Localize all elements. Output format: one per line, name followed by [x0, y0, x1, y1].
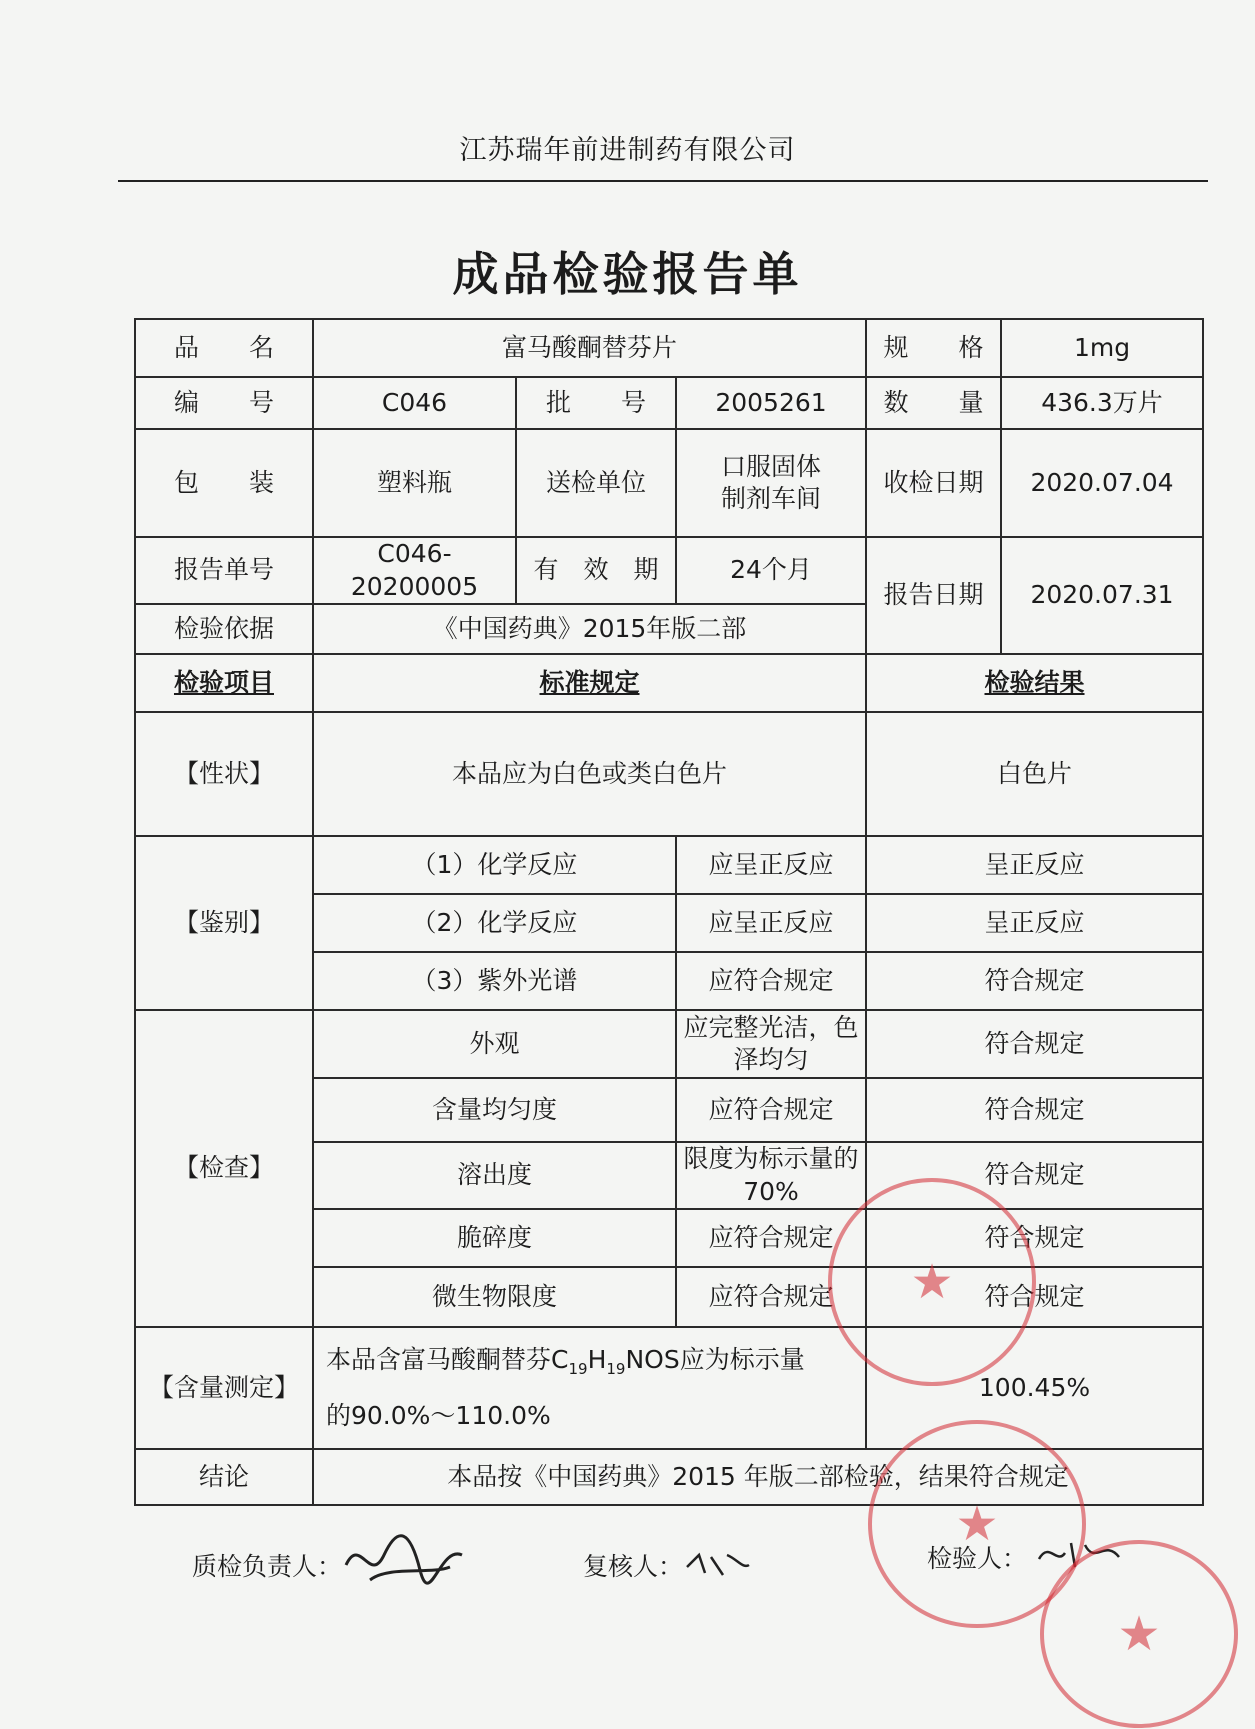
row-headers [135, 654, 1203, 712]
assay-standard-line-2: 的90.0%～110.0% [326, 1400, 551, 1430]
row-character [135, 712, 1203, 836]
quantity-value: 436.3万片 [1001, 377, 1203, 429]
insp-1-result: 符合规定 [866, 1010, 1203, 1078]
conclusion-text: 本品按《中国药典》2015 年版二部检验，结果符合规定 [313, 1449, 1203, 1505]
insp-2-standard: 应符合规定 [676, 1078, 866, 1142]
ident-3-name: （3）紫外光谱 [313, 952, 676, 1010]
assay-result: 100.45% [866, 1327, 1203, 1449]
ident-1-standard: 应呈正反应 [676, 836, 866, 894]
qc-supervisor-label: 质检负责人： [192, 1552, 343, 1581]
row-assay [135, 1327, 1203, 1449]
validity-value: 24个月 [676, 537, 866, 604]
row-package [135, 429, 1203, 537]
insp-4-name: 脆碎度 [313, 1209, 676, 1267]
conclusion-label: 结论 [135, 1449, 313, 1505]
row-insp-1 [135, 1010, 1203, 1078]
report-no-label: 报告单号 [135, 537, 313, 604]
spec-value: 1mg [1001, 319, 1203, 377]
insp-5-name: 微生物限度 [313, 1267, 676, 1327]
code-label: 编 号 [135, 377, 313, 429]
assay-standard-line-1 [326, 1344, 859, 1380]
insp-5-result: 符合规定 [866, 1267, 1203, 1327]
ident-1-result: 呈正反应 [866, 836, 1203, 894]
spec-label: 规 格 [866, 319, 1001, 377]
dept-value [676, 429, 866, 537]
basis-label: 检验依据 [135, 604, 313, 654]
company-seal-stamp [1040, 1540, 1238, 1728]
ident-3-result: 符合规定 [866, 952, 1203, 1010]
insp-2-name: 含量均匀度 [313, 1078, 676, 1142]
assay-text-3: NOS应为标示量 [625, 1345, 805, 1374]
insp-3-name: 溶出度 [313, 1142, 676, 1209]
header-rule [118, 180, 1208, 182]
quantity-label: 数 量 [866, 377, 1001, 429]
package-value: 塑料瓶 [313, 429, 516, 537]
reviewer-label: 复核人： [583, 1552, 684, 1581]
row-code [135, 377, 1203, 429]
header-standard: 标准规定 [313, 654, 866, 712]
row-product [135, 319, 1203, 377]
insp-5-standard: 应符合规定 [676, 1267, 866, 1327]
character-label: 【性状】 [135, 712, 313, 836]
insp-1-name: 外观 [313, 1010, 676, 1078]
dept-line-2: 制剂车间 [721, 484, 822, 513]
character-standard: 本品应为白色或类白色片 [313, 712, 866, 836]
reviewer-signature-mark [683, 1547, 753, 1581]
row-report-no [135, 537, 1203, 604]
insp-3-result: 符合规定 [866, 1142, 1203, 1209]
header-item: 检验项目 [135, 654, 313, 712]
red-seal-stamp [828, 1178, 1036, 1386]
insp-2-result: 符合规定 [866, 1078, 1203, 1142]
seal-star-icon: ★ [910, 1254, 954, 1310]
qc-signature-mark [340, 1525, 470, 1595]
product-name: 富马酸酮替芬片 [313, 319, 866, 377]
dept-line-1: 口服固体 [721, 451, 822, 481]
identification-label: 【鉴别】 [135, 836, 313, 1010]
basis-value: 《中国药典》2015年版二部 [313, 604, 866, 654]
row-ident-1 [135, 836, 1203, 894]
package-label: 包 装 [135, 429, 313, 537]
insp-4-standard: 应符合规定 [676, 1209, 866, 1267]
dept-label: 送检单位 [516, 429, 676, 537]
report-table [134, 318, 1204, 1506]
ident-3-standard: 应符合规定 [676, 952, 866, 1010]
assay-label: 【含量测定】 [135, 1327, 313, 1449]
assay-standard [313, 1327, 866, 1449]
ident-2-standard: 应呈正反应 [676, 894, 866, 952]
code-value: C046 [313, 377, 516, 429]
insp-1-standard: 应完整光洁，色泽均匀 [676, 1010, 866, 1078]
assay-sub-1: 19 [568, 1360, 588, 1378]
header-result: 检验结果 [866, 654, 1203, 712]
validity-label: 有 效 期 [516, 537, 676, 604]
assay-text-1: 本品含富马酸酮替芬C [326, 1345, 569, 1374]
report-title: 成品检验报告单 [452, 247, 803, 301]
company-seal-star-icon: ★ [1117, 1606, 1161, 1662]
receive-date-value: 2020.07.04 [1001, 429, 1203, 537]
batch-label: 批 号 [516, 377, 676, 429]
insp-3-standard: 限度为标示量的 70% [676, 1142, 866, 1209]
ident-2-name: （2）化学反应 [313, 894, 676, 952]
ident-1-name: （1）化学反应 [313, 836, 676, 894]
character-result: 白色片 [866, 712, 1203, 836]
report-date-label: 报告日期 [866, 537, 1001, 654]
ident-2-result: 呈正反应 [866, 894, 1203, 952]
batch-value: 2005261 [676, 377, 866, 429]
product-name-label: 品 名 [135, 319, 313, 377]
assay-text-2: H [587, 1345, 607, 1374]
report-date-value: 2020.07.31 [1001, 537, 1203, 654]
inspection-seal-star-icon: ★ [955, 1496, 999, 1552]
inspection-label: 【检查】 [135, 1010, 313, 1327]
insp-4-result: 符合规定 [866, 1209, 1203, 1267]
company-name: 江苏瑞年前进制药有限公司 [459, 135, 796, 166]
receive-date-label: 收检日期 [866, 429, 1001, 537]
inspector-label: 检验人： [927, 1544, 1028, 1573]
report-no-value: C046-20200005 [313, 537, 516, 604]
assay-sub-2: 19 [606, 1360, 626, 1378]
